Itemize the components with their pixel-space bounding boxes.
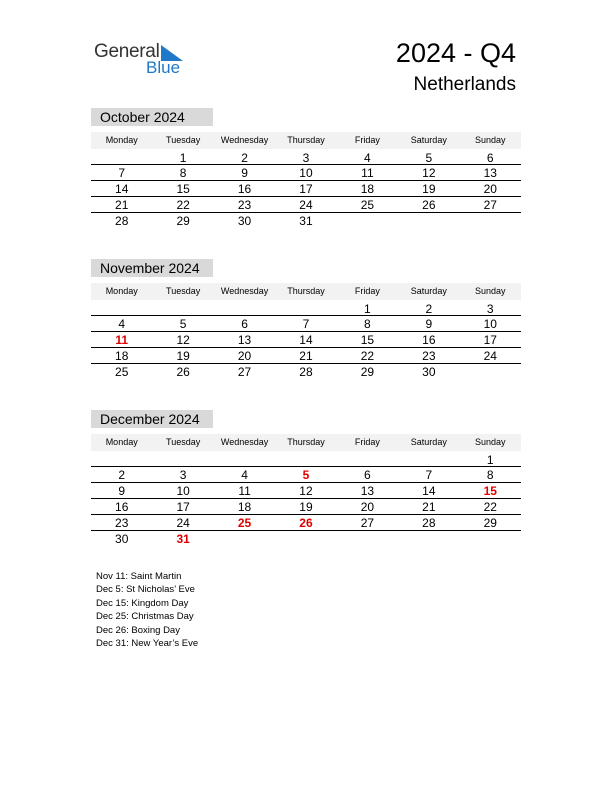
day-cell: 5 <box>179 317 187 331</box>
week-row <box>91 301 521 316</box>
day-cell <box>398 531 459 547</box>
day-cell <box>398 213 459 229</box>
day-cell <box>460 213 521 229</box>
day-cell <box>214 301 275 315</box>
day-cell: 1 <box>364 302 371 316</box>
day-cell: 9 <box>425 317 433 331</box>
day-cell <box>152 301 213 315</box>
day-cell: 28 <box>422 516 436 530</box>
month-block <box>91 410 521 547</box>
weekday-label: Thursday <box>287 135 325 145</box>
day-cell: 6 <box>241 317 248 331</box>
holiday-note: Dec 5: St Nicholas’ Eve <box>96 584 195 596</box>
weekday-label: Monday <box>105 286 138 296</box>
weekday-label: Wednesday <box>220 286 269 296</box>
day-cell: 18 <box>115 349 129 363</box>
day-cell: 10 <box>176 484 190 498</box>
day-cell: 14 <box>115 182 129 196</box>
day-cell: 12 <box>299 484 313 498</box>
weekday-label: Thursday <box>287 286 325 296</box>
day-cell: 8 <box>364 317 371 331</box>
day-cell: 23 <box>237 198 252 212</box>
week-row <box>91 452 521 467</box>
day-cell: 17 <box>483 333 497 347</box>
day-cell: 20 <box>360 500 375 514</box>
holiday-notes <box>96 570 198 650</box>
weekday-header <box>91 434 521 451</box>
weekday-label: Friday <box>354 286 380 296</box>
day-cell: 27 <box>483 198 497 212</box>
week-row <box>91 364 521 380</box>
day-cell: 3 <box>302 151 310 165</box>
month-label: November 2024 <box>91 259 213 277</box>
day-cell: 27 <box>237 365 252 379</box>
month-label: December 2024 <box>91 410 213 428</box>
weekday-label: Wednesday <box>220 437 269 447</box>
day-cell <box>214 531 275 547</box>
day-cell: 24 <box>299 198 313 212</box>
day-cell: 18 <box>360 182 375 196</box>
day-cell: 2 <box>241 151 248 165</box>
weekday-label: Tuesday <box>166 135 201 145</box>
day-cell: 19 <box>176 349 190 363</box>
day-cell: 13 <box>237 333 252 347</box>
holiday-note: Dec 31: New Year’s Eve <box>96 638 199 650</box>
day-cell: 15 <box>176 182 190 196</box>
weekday-label: Tuesday <box>166 437 201 447</box>
week-row <box>91 348 521 364</box>
day-cell: 3 <box>179 468 187 482</box>
day-cell: 20 <box>237 349 252 363</box>
day-cell <box>275 301 336 315</box>
country-name: Netherlands <box>413 74 516 95</box>
weekday-header <box>91 283 521 300</box>
week-row <box>91 483 521 499</box>
day-cell: 19 <box>422 182 436 196</box>
day-cell: 2 <box>425 302 433 316</box>
day-cell: 22 <box>483 500 497 514</box>
day-cell: 22 <box>176 198 190 212</box>
day-cell: 4 <box>118 317 126 331</box>
logo-text-general: General <box>94 41 160 62</box>
day-cell: 30 <box>237 214 252 228</box>
day-cell: 7 <box>118 166 126 180</box>
weekday-label: Thursday <box>287 437 325 447</box>
holiday-day-cell: 11 <box>115 333 129 347</box>
month-block <box>91 259 521 380</box>
week-row <box>91 332 521 348</box>
day-cell: 16 <box>422 333 436 347</box>
day-cell: 14 <box>299 333 313 347</box>
day-cell: 10 <box>483 317 497 331</box>
day-cell: 1 <box>486 453 494 467</box>
day-cell: 18 <box>237 500 252 514</box>
day-cell: 13 <box>483 166 497 180</box>
day-cell <box>337 452 398 466</box>
day-cell <box>460 364 521 380</box>
holiday-day-cell: 25 <box>237 516 252 530</box>
day-cell <box>275 531 336 547</box>
day-cell: 23 <box>422 349 436 363</box>
day-cell: 5 <box>425 151 433 165</box>
logo-text-blue: Blue <box>146 58 181 77</box>
week-row <box>91 316 521 332</box>
day-cell <box>152 452 213 466</box>
day-cell: 22 <box>360 349 375 363</box>
week-row <box>91 499 521 515</box>
holiday-day-cell: 5 <box>302 468 310 482</box>
day-cell <box>398 452 459 466</box>
week-row <box>91 531 521 547</box>
day-cell: 29 <box>483 516 497 530</box>
week-row <box>91 150 521 165</box>
week-row <box>91 181 521 197</box>
day-cell: 7 <box>302 317 310 331</box>
day-cell: 12 <box>176 333 190 347</box>
day-cell: 21 <box>422 500 436 514</box>
day-cell: 7 <box>425 468 433 482</box>
day-cell: 28 <box>115 214 129 228</box>
day-cell <box>460 531 521 547</box>
day-cell: 20 <box>483 182 497 196</box>
day-cell: 23 <box>115 516 129 530</box>
weekday-label: Friday <box>354 437 380 447</box>
month-label: October 2024 <box>91 108 213 126</box>
weekday-label: Sunday <box>474 286 506 296</box>
day-cell: 15 <box>360 333 375 347</box>
weekday-label: Monday <box>105 437 138 447</box>
day-cell: 29 <box>360 365 375 379</box>
day-cell <box>337 531 398 547</box>
day-cell <box>337 213 398 229</box>
day-cell: 19 <box>299 500 313 514</box>
day-cell: 2 <box>118 468 126 482</box>
weekday-label: Monday <box>105 135 138 145</box>
week-row <box>91 515 521 531</box>
day-cell: 11 <box>238 484 251 498</box>
page-title: 2024 - Q4 <box>395 38 516 68</box>
day-cell <box>91 452 152 466</box>
day-cell: 8 <box>486 468 494 482</box>
weekday-label: Tuesday <box>166 286 201 296</box>
day-cell: 26 <box>422 198 436 212</box>
day-cell: 9 <box>241 166 248 180</box>
day-cell: 21 <box>115 198 129 212</box>
day-cell: 4 <box>241 468 248 482</box>
day-cell: 16 <box>115 500 129 514</box>
weekday-label: Wednesday <box>220 135 269 145</box>
holiday-note: Dec 25: Christmas Day <box>96 611 194 623</box>
day-cell: 6 <box>486 151 494 165</box>
weekday-label: Saturday <box>410 437 447 447</box>
day-cell <box>91 301 152 315</box>
day-cell: 9 <box>118 484 126 498</box>
day-cell: 24 <box>176 516 190 530</box>
month-block <box>91 108 521 229</box>
week-row <box>91 213 521 229</box>
day-cell: 31 <box>299 214 313 228</box>
day-cell: 14 <box>422 484 436 498</box>
day-cell: 13 <box>360 484 375 498</box>
day-cell: 27 <box>360 516 375 530</box>
week-row <box>91 165 521 181</box>
holiday-day-cell: 26 <box>299 516 313 530</box>
day-cell: 6 <box>364 468 371 482</box>
day-cell: 11 <box>361 166 374 180</box>
week-row <box>91 197 521 213</box>
holiday-day-cell: 31 <box>176 532 190 546</box>
day-cell <box>214 452 275 466</box>
day-cell <box>91 150 152 164</box>
day-cell: 29 <box>176 214 190 228</box>
day-cell: 10 <box>299 166 313 180</box>
day-cell: 4 <box>364 151 371 165</box>
generalblue-logo <box>94 41 194 81</box>
day-cell: 17 <box>176 500 190 514</box>
weekday-label: Saturday <box>410 135 447 145</box>
weekday-label: Sunday <box>474 135 506 145</box>
day-cell: 8 <box>179 166 187 180</box>
week-row <box>91 467 521 483</box>
day-cell: 1 <box>179 151 187 165</box>
day-cell: 25 <box>360 198 375 212</box>
weekday-label: Sunday <box>474 437 506 447</box>
day-cell <box>275 452 336 466</box>
day-cell: 28 <box>299 365 313 379</box>
holiday-note: Dec 15: Kingdom Day <box>96 597 189 609</box>
day-cell: 21 <box>299 349 313 363</box>
day-cell: 25 <box>115 365 129 379</box>
weekday-label: Saturday <box>410 286 447 296</box>
day-cell: 24 <box>483 349 497 363</box>
weekday-header <box>91 132 521 149</box>
weekday-label: Friday <box>354 135 380 145</box>
day-cell: 3 <box>486 302 494 316</box>
day-cell: 30 <box>422 365 436 379</box>
holiday-note: Dec 26: Boxing Day <box>96 624 180 636</box>
holiday-day-cell: 15 <box>483 484 497 498</box>
day-cell: 30 <box>115 532 129 546</box>
day-cell: 16 <box>237 182 252 196</box>
day-cell: 17 <box>299 182 313 196</box>
day-cell: 26 <box>176 365 190 379</box>
holiday-note: Nov 11: Saint Martin <box>96 571 182 582</box>
day-cell: 12 <box>422 166 436 180</box>
